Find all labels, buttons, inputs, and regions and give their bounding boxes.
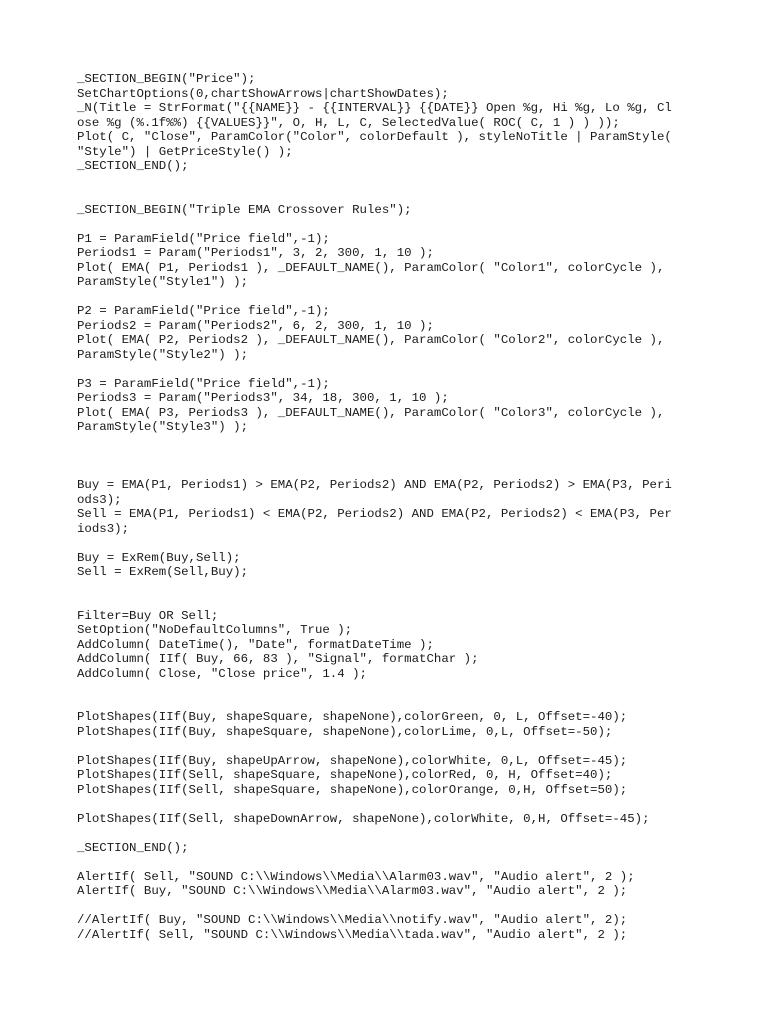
- code-line: [77, 449, 717, 464]
- code-line: Buy = ExRem(Buy,Sell);: [77, 550, 241, 565]
- code-line: [77, 855, 717, 870]
- code-line: PlotShapes(IIf(Buy, shapeSquare, shapeNone),colorGreen, 0, L, Offset=-40);: [77, 710, 628, 724]
- code-line: AlertIf( Buy, "SOUND C:\\Windows\\Media\\Alarm03.wav", "Audio alert", 2 );: [77, 884, 628, 898]
- code-line: _SECTION_END();: [77, 159, 189, 173]
- code-line: ParamStyle("Style2") );: [77, 347, 249, 362]
- code-line: Periods1 = Param("Periods1", 3, 2, 300, 1, 10 );: [77, 246, 434, 260]
- code-listing: [77, 72, 717, 942]
- code-line: _SECTION_BEGIN("Price");: [77, 72, 256, 86]
- code-line: Sell = ExRem(Sell,Buy);: [77, 565, 249, 579]
- code-line: _N(Title = StrFormat("{{NAME}} - {{INTERVAL}} {{DATE}} Open %g, Hi %g, Lo %g, Cl: [77, 101, 672, 115]
- code-line: [77, 681, 717, 696]
- code-line: PlotShapes(IIf(Sell, shapeSquare, shapeNone),colorOrange, 0,H, Offset=50);: [77, 782, 628, 797]
- code-line: "Style") | GetPriceStyle() );: [77, 144, 293, 159]
- code-line: ParamStyle("Style1") );: [77, 275, 249, 289]
- code-line: AddColumn( IIf( Buy, 66, 83 ), "Signal", formatChar );: [77, 652, 479, 666]
- code-line: [77, 435, 717, 450]
- code-line: Sell = EMA(P1, Periods1) < EMA(P2, Periods2) AND EMA(P2, Periods2) < EMA(P3, Per: [77, 507, 672, 521]
- code-line: [77, 290, 717, 305]
- code-line: PlotShapes(IIf(Sell, shapeDownArrow, shapeNone),colorWhite, 0,H, Offset=-45);: [77, 811, 650, 826]
- code-line: Plot( EMA( P2, Periods2 ), _DEFAULT_NAME(), ParamColor( "Color2", colorCycle ),: [77, 333, 665, 347]
- code-line: AlertIf( Sell, "SOUND C:\\Windows\\Media\\Alarm03.wav", "Audio alert", 2 );: [77, 869, 635, 884]
- code-line: SetOption("NoDefaultColumns", True );: [77, 623, 353, 637]
- code-line: AddColumn( DateTime(), "Date", formatDateTime );: [77, 637, 434, 652]
- code-line: ods3);: [77, 492, 122, 507]
- code-line: Plot( C, "Close", ParamColor("Color", colorDefault ), styleNoTitle | ParamStyle(: [77, 130, 672, 144]
- code-line: PlotShapes(IIf(Sell, shapeSquare, shapeNone),colorRed, 0, H, Offset=40);: [77, 768, 613, 782]
- code-line: AddColumn( Close, "Close price", 1.4 );: [77, 666, 367, 681]
- code-line: Filter=Buy OR Sell;: [77, 608, 219, 623]
- code-line: P2 = ParamField("Price field",-1);: [77, 304, 330, 318]
- code-line: SetChartOptions(0,chartShowArrows|chartShowDates);: [77, 86, 449, 101]
- code-line: ParamStyle("Style3") );: [77, 420, 249, 434]
- code-line: PlotShapes(IIf(Buy, shapeUpArrow, shapeNone),colorWhite, 0,L, Offset=-45);: [77, 753, 628, 768]
- code-line: ose %g (%.1f%%) {{VALUES}}", O, H, L, C, SelectedValue( ROC( C, 1 ) ) ));: [77, 115, 620, 130]
- code-line: [77, 594, 717, 609]
- code-line: [77, 899, 717, 914]
- code-line: Periods2 = Param("Periods2", 6, 2, 300, 1, 10 );: [77, 318, 434, 333]
- code-line: Buy = EMA(P1, Periods1) > EMA(P2, Periods2) AND EMA(P2, Periods2) > EMA(P3, Peri: [77, 478, 672, 492]
- code-line: [77, 536, 717, 551]
- code-line: [77, 464, 717, 479]
- code-line: [77, 362, 717, 377]
- code-line: [77, 174, 717, 189]
- code-line: [77, 826, 717, 841]
- code-line: [77, 580, 717, 595]
- code-line: Plot( EMA( P3, Periods3 ), _DEFAULT_NAME(), ParamColor( "Color3", colorCycle ),: [77, 405, 665, 420]
- code-line: _SECTION_END();: [77, 840, 189, 855]
- code-line: _SECTION_BEGIN("Triple EMA Crossover Rules");: [77, 202, 412, 217]
- code-line: P1 = ParamField("Price field",-1);: [77, 231, 330, 246]
- code-line: [77, 188, 717, 203]
- code-line: //AlertIf( Buy, "SOUND C:\\Windows\\Media\\notify.wav", "Audio alert", 2);: [77, 913, 628, 927]
- code-line: [77, 696, 717, 711]
- code-line: P3 = ParamField("Price field",-1);: [77, 376, 330, 391]
- code-line: iods3);: [77, 521, 130, 536]
- code-line: [77, 797, 717, 812]
- code-line: //AlertIf( Sell, "SOUND C:\\Windows\\Media\\tada.wav", "Audio alert", 2 );: [77, 927, 628, 942]
- code-line: [77, 739, 717, 754]
- code-line: [77, 217, 717, 232]
- code-line: Plot( EMA( P1, Periods1 ), _DEFAULT_NAME(), ParamColor( "Color1", colorCycle ),: [77, 260, 665, 275]
- code-line: PlotShapes(IIf(Buy, shapeSquare, shapeNone),colorLime, 0,L, Offset=-50);: [77, 724, 613, 739]
- code-line: Periods3 = Param("Periods3", 34, 18, 300, 1, 10 );: [77, 391, 449, 405]
